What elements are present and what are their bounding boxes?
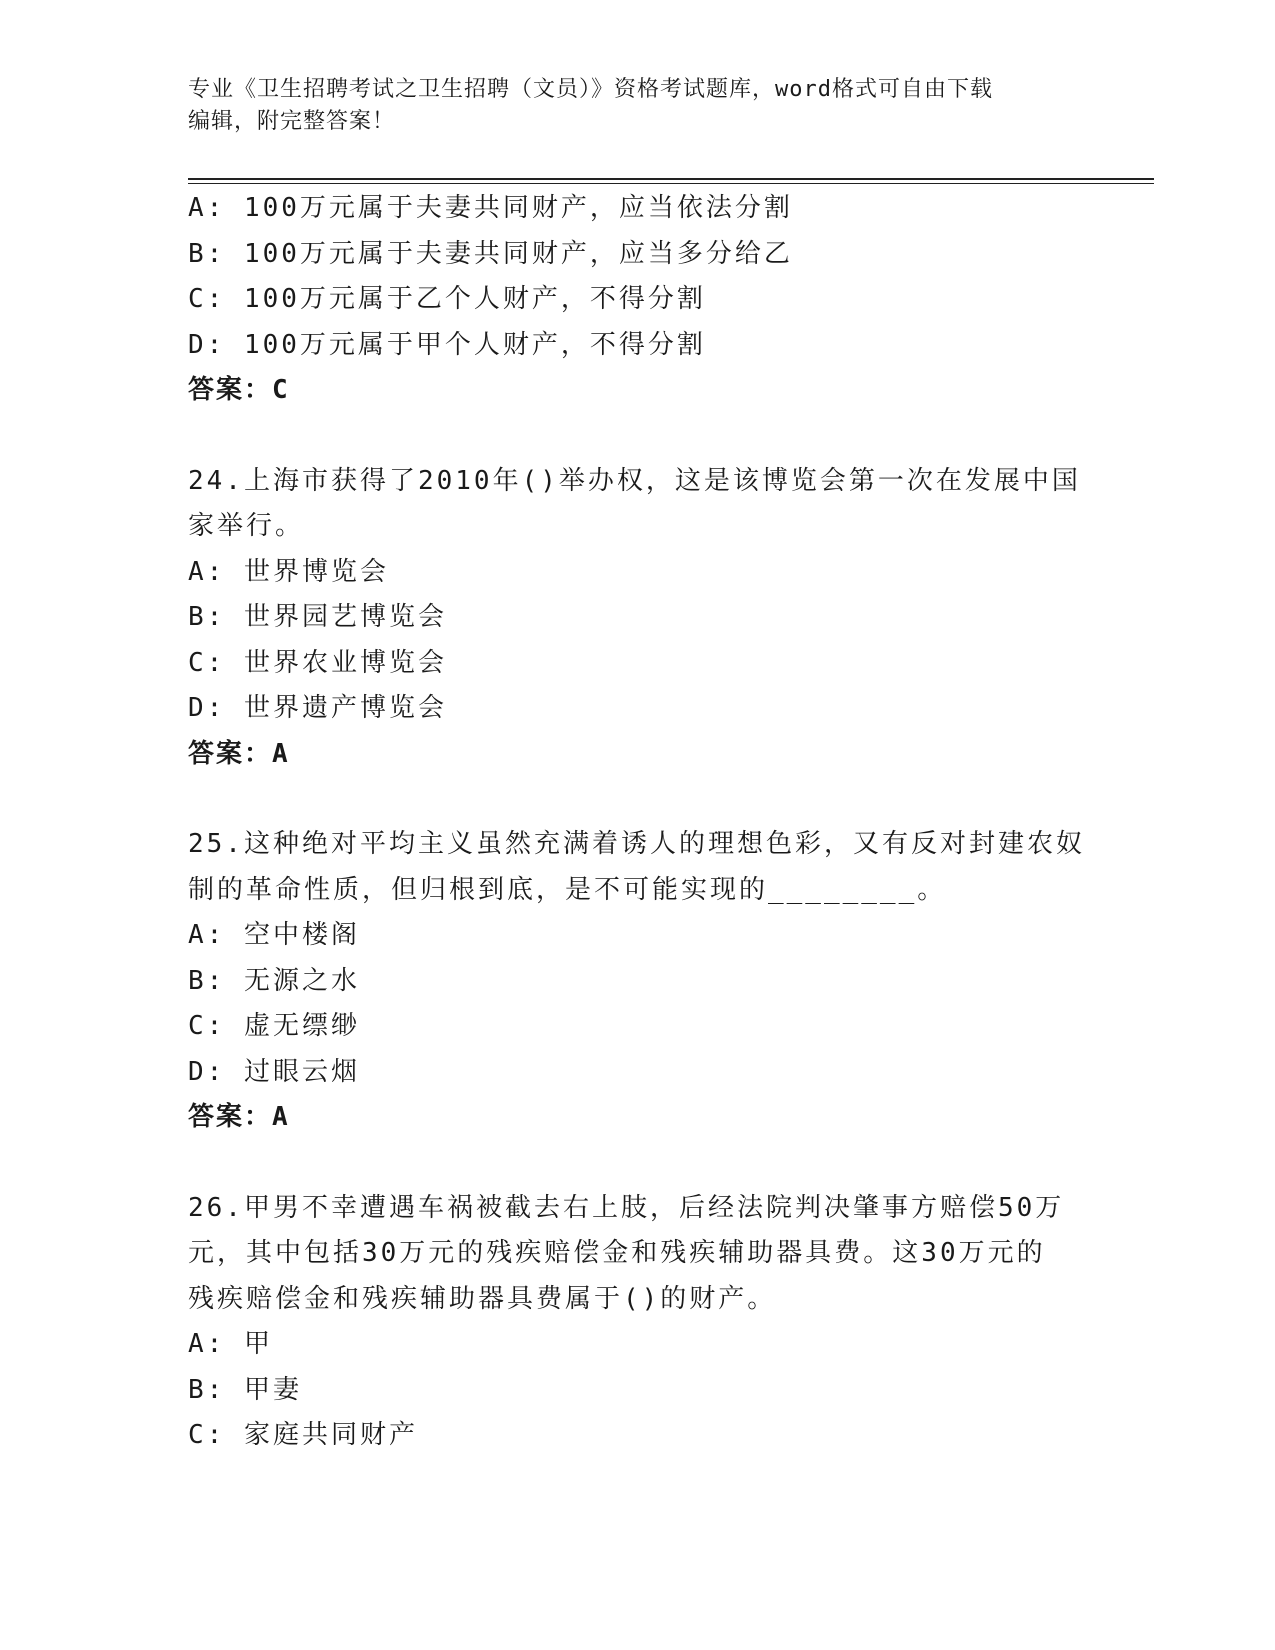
q23-answer: 答案：C [188,375,290,405]
q24-option-a: A: 世界博览会 [188,556,389,587]
question-26-block [188,1186,1088,1459]
q25-option-d: D: 过眼云烟 [188,1056,360,1087]
q23-option-d: D: 100万元属于甲个人财产，不得分割 [188,329,706,360]
q25-option-b: B: 无源之水 [188,965,360,996]
header-line-2: 编辑，附完整答案！ [188,109,396,134]
q24-stem-line-1: 24.上海市获得了2010年()举办权，这是该博览会第一次在发展中国 [188,465,1081,496]
spacer [188,414,1088,459]
header-line-1: 专业《卫生招聘考试之卫生招聘（文员）》资格考试题库，word格式可自由下载 [188,77,993,102]
q26-option-c: C: 家庭共同财产 [188,1420,418,1450]
q25-option-c: C: 虚无缥缈 [188,1011,360,1041]
q23-option-a: A: 100万元属于夫妻共同财产，应当依法分割 [188,193,793,223]
q25-stem-line-2: 制的革命性质，但归根到底，是不可能实现的________。 [188,874,947,905]
q24-option-b: B: 世界园艺博览会 [188,602,447,632]
q26-stem-line-2: 元，其中包括30万元的残疾赔偿金和残疾辅助器具费。这30万元的 [188,1238,1046,1268]
q24-option-d: D: 世界遗产博览会 [188,693,447,723]
question-24-block [188,459,1088,778]
q26-option-b: B: 甲妻 [188,1374,302,1405]
q24-option-c: C: 世界农业博览会 [188,647,447,678]
q26-stem-line-3: 残疾赔偿金和残疾辅助器具费属于()的财产。 [188,1283,777,1314]
q23-option-b: B: 100万元属于夫妻共同财产，应当多分给乙 [188,238,793,269]
spacer [188,1141,1088,1186]
document-header [188,74,1068,138]
q25-option-a: A: 空中楼阁 [188,920,360,950]
q26-stem-line-1: 26.甲男不幸遭遇车祸被截去右上肢，后经法院判决肇事方赔偿50万 [188,1192,1065,1223]
q25-answer: 答案：A [188,1102,290,1132]
question-25-block [188,822,1088,1141]
q24-stem-line-2: 家举行。 [188,511,305,541]
q24-answer: 答案：A [188,738,290,769]
q26-option-a: A: 甲 [188,1329,273,1359]
q25-stem-line-1: 25.这种绝对平均主义虽然充满着诱人的理想色彩，又有反对封建农奴 [188,829,1085,859]
header-rule-thick [188,178,1154,180]
question-content [188,186,1088,1459]
header-rule-thin [188,183,1154,184]
spacer [188,777,1088,822]
question-23-block [188,186,1088,414]
q23-option-c: C: 100万元属于乙个人财产，不得分割 [188,284,706,314]
